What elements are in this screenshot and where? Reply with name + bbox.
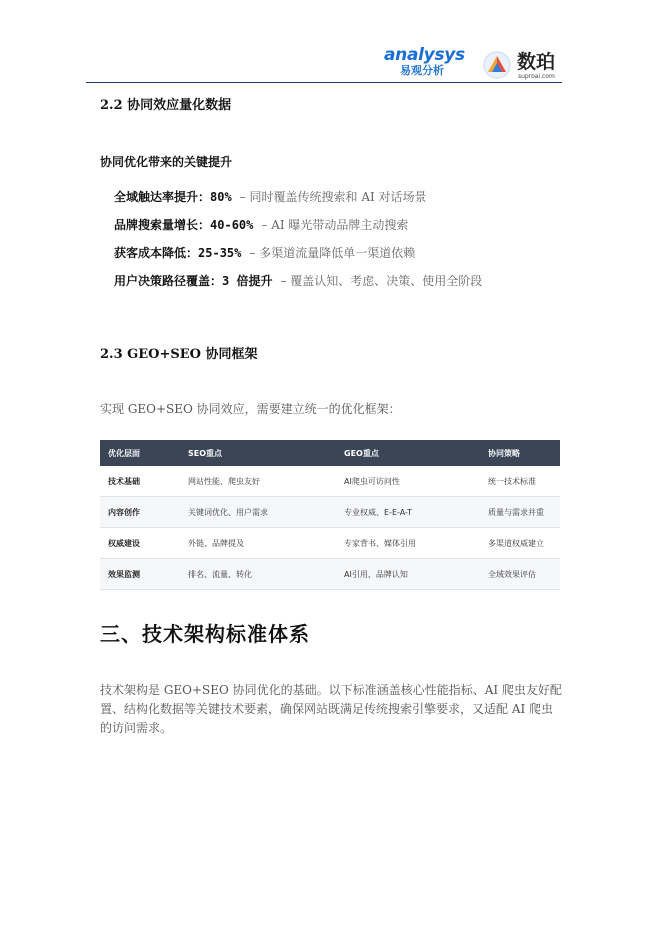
metric-label: 用户决策路径覆盖： <box>114 274 223 288</box>
metric-value: 3 倍提升 <box>222 274 273 288</box>
table-row <box>100 528 560 559</box>
metric-label: 获客成本降低： <box>114 246 199 260</box>
metric-value: 80% <box>210 190 232 204</box>
table-cell: AI引用、品牌认知 <box>336 559 480 590</box>
table-cell: 统一技术标准 <box>480 466 560 497</box>
metric-item <box>114 244 415 261</box>
metric-desc: – AI 曝光带动品牌主动搜索 <box>261 218 409 232</box>
metric-value: 40-60% <box>210 218 254 232</box>
table-cell: 全域效果评估 <box>480 559 560 590</box>
metric-item <box>114 216 408 233</box>
table-header-cell: GEO重点 <box>336 440 480 466</box>
table-cell: 多渠道权威建立 <box>480 528 560 559</box>
table-cell: 权威建设 <box>100 528 180 559</box>
section-3-body: 技术架构是 GEO+SEO 协同优化的基础。以下标准涵盖核心性能指标、AI 爬虫友好配置、结构化数据等关键技术要素，确保网站既满足传统搜索引擎要求，又适配 AI 爬虫的访问需求。 <box>100 683 562 735</box>
metric-desc: – 同时覆盖传统搜索和 AI 对话场景 <box>239 190 427 204</box>
shubo-logo-text: 数珀 <box>517 51 556 73</box>
table-cell: 网站性能、爬虫友好 <box>180 466 336 497</box>
table-cell: 质量与需求并重 <box>480 497 560 528</box>
metric-item <box>114 188 427 205</box>
table-cell: 效果监测 <box>100 559 180 590</box>
metric-desc: – 多渠道流量降低单一渠道依赖 <box>249 246 416 260</box>
table-cell: 排名、流量、转化 <box>180 559 336 590</box>
table-cell: 技术基础 <box>100 466 180 497</box>
analysys-logo-cn: 易观分析 <box>400 64 444 77</box>
shubo-logo-icon <box>483 51 511 79</box>
metric-label: 品牌搜索量增长： <box>114 218 211 232</box>
section-2-3-title: 2.3 GEO+SEO 协同框架 <box>100 347 258 362</box>
table-row <box>100 466 560 497</box>
shubo-logo-url: suproai.com <box>518 73 555 80</box>
section-2-2-subtitle: 协同优化带来的关键提升 <box>100 155 233 169</box>
section-2-2-title: 2.2 协同效应量化数据 <box>100 98 232 113</box>
metric-label: 全域触达率提升： <box>114 190 211 204</box>
table-header-cell: 优化层面 <box>100 440 180 466</box>
analysys-logo-text: analysys <box>384 45 465 65</box>
page-header <box>0 0 662 90</box>
table-row <box>100 559 560 590</box>
metric-item <box>114 272 482 289</box>
table-cell: 专家背书、媒体引用 <box>336 528 480 559</box>
table-header-row <box>100 440 560 466</box>
table-header-cell: 协同策略 <box>480 440 560 466</box>
metric-value: 25-35% <box>198 246 242 260</box>
analysys-logo <box>384 46 476 82</box>
table-cell: 关键词优化、用户需求 <box>180 497 336 528</box>
table-cell: AI爬虫可访问性 <box>336 466 480 497</box>
table-cell: 专业权威、E-E-A-T <box>336 497 480 528</box>
table-row <box>100 497 560 528</box>
section-2-3-intro: 实现 GEO+SEO 协同效应，需要建立统一的优化框架： <box>100 402 401 416</box>
section-3-title: 三、技术架构标准体系 <box>100 622 310 646</box>
header-divider <box>86 82 562 83</box>
table-header-cell: SEO重点 <box>180 440 336 466</box>
table-cell: 内容创作 <box>100 497 180 528</box>
framework-table <box>100 440 560 590</box>
shubo-logo <box>483 49 569 81</box>
metric-desc: – 覆盖认知、考虑、决策、使用全阶段 <box>280 274 483 288</box>
table-cell: 外链、品牌提及 <box>180 528 336 559</box>
